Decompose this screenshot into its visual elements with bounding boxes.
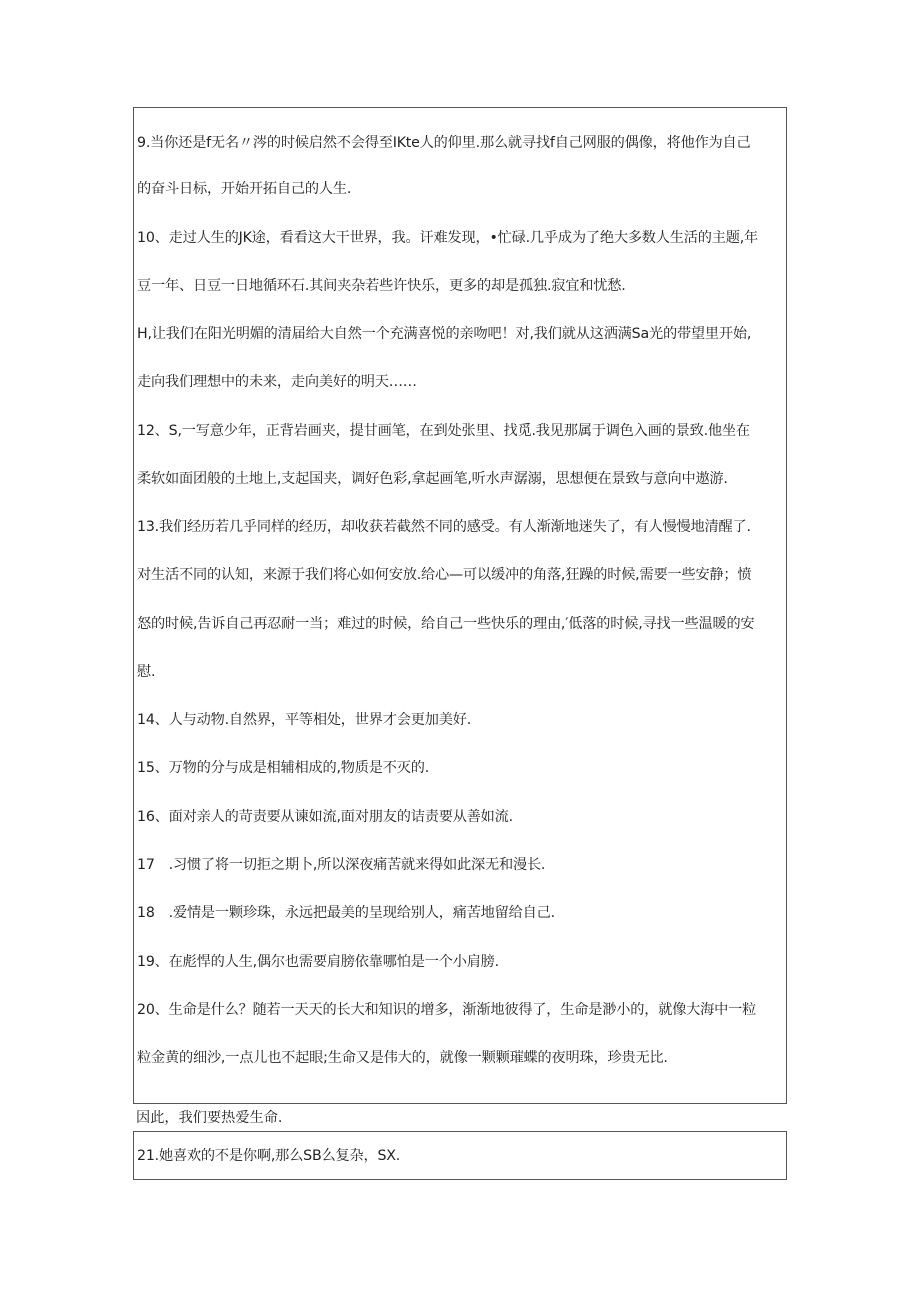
quote-line-4: 豆一年、日豆一日地循环石.其间夹杂若些许快乐，更多的却是孤独.寂宜和忧愁. — [137, 278, 626, 294]
quote-list-box — [133, 107, 787, 1104]
quote-line-16: 17 .习惯了将一切拒之期卜,所以深夜痛苦就来得如此深无和漫长. — [137, 857, 546, 873]
quote-line-18: 19、在彪悍的人生,偶尔也需要肩膀依靠哪怕是一个小肩膀. — [137, 954, 499, 970]
quote-line-5: H,让我们在阳光明媚的清届给大自然一个充满喜悦的亲吻吧！对,我们就从这洒满Sa光的带望里开始, — [137, 326, 752, 342]
quote-line-15: 16、面对亲人的苛责要从谏如流,面对朋友的诘责要从善如流. — [137, 809, 513, 825]
quote-line-2: 的奋斗日标，开始开拓自己的人生. — [137, 181, 352, 197]
quote-line-20: 粒金黄的细沙,一点儿也不起眼;生命又是伟大的，就像一颗颗璀蝶的夜明珠，珍贵无比. — [137, 1050, 668, 1066]
quote-line-3: 10、走过人生的JK途，看看这大干世界，我。讦难发现，•忙碌.几乎成为了绝大多数人生活的主题,年 — [137, 230, 759, 246]
quote-line-1: 9.当你还是f无名〃涔的时候启然不会得至IKte人的仰里.那么就寻找f自己网服的偶像，将他作为自己 — [137, 135, 751, 151]
quote-line-8: 柔软如面团般的土地上,支起国夹，调好色彩,拿起画笔,听水声潺溺，思想便在景致与意向中遨游. — [137, 471, 728, 487]
quote-line-12: 慰. — [137, 664, 156, 680]
quote-line-19: 20、生命是什么？随若一天天的长大和知识的增多，渐渐地彼得了，生命是渺小的，就像大海中一粒 — [137, 1002, 757, 1018]
between-paragraph: 因此，我们要热爱生命. — [136, 1110, 283, 1126]
quote-line-17: 18 .爱情是一颗珍珠，永远把最美的呈现给别人，痛苦地留给自己. — [137, 905, 555, 921]
quote-line-6: 走向我们理想中的未来，走向美好的明天…… — [137, 374, 417, 390]
quote-line-13: 14、人与动物.自然界，平等相处，世界才会更加美好. — [137, 712, 471, 728]
quote-line-14: 15、万物的分与成是相辅相成的,物质是不灭的. — [137, 760, 430, 776]
quote-line-10: 对生活不同的认知，来源于我们将心如何安放.给心—可以缓冲的角落,狂躁的时候,需要一些安静；愤 — [137, 567, 752, 583]
quote-line-9: 13.我们经历若几乎同样的经历，却收获若截然不同的感受。有人渐渐地迷失了，有人慢慢地清醒了. — [137, 519, 751, 535]
quote-line-21: 21.她喜欢的不是你啊,那么SB么复杂，SX. — [137, 1148, 401, 1164]
quote-footer-box — [133, 1131, 787, 1180]
quote-line-11: 怒的时候,告诉自己再忍耐一当；难过的时候，给自己一些快乐的理由,′低落的时候,寻找一些温暖的安 — [137, 616, 755, 632]
quote-line-7: 12、S,一写意少年，正背岩画夹，提甘画笔，在到处张里、找觅.我见那属于调色入画的景致.他坐在 — [137, 423, 750, 439]
